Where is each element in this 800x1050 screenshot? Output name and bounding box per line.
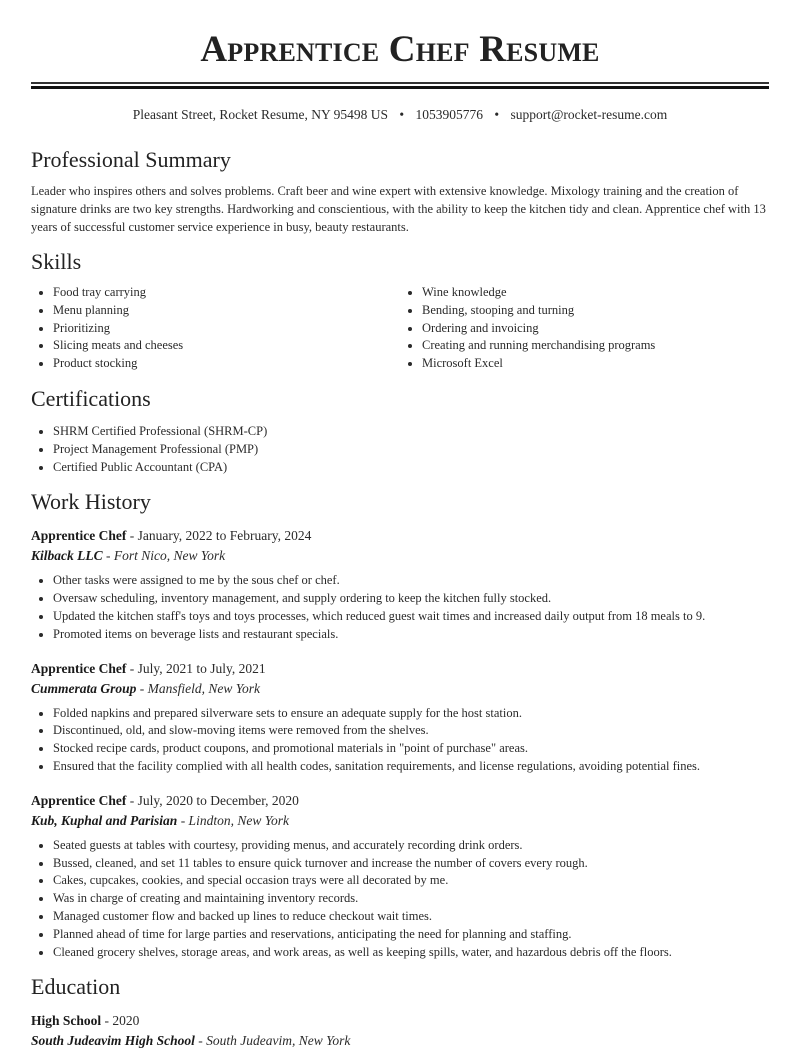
skills-grid [31, 284, 769, 373]
skill-item: • Bending, stooping and turning [422, 302, 769, 320]
header-rule-thin [31, 82, 769, 84]
job-bullet: • Bussed, cleaned, and set 11 tables to ensure quick turnover and increase the number of covers every rough. [53, 855, 769, 873]
education-entry [31, 1011, 769, 1050]
job-title-line [31, 526, 769, 545]
skill-item: • Wine knowledge [422, 284, 769, 302]
skill-item: • Ordering and invoicing [422, 320, 769, 338]
job-dates: - July, 2020 to December, 2020 [126, 792, 299, 808]
job-company-line [31, 679, 769, 698]
job-bullet: • Planned ahead of time for large parties and reservations, anticipating the need for planning and staffing. [53, 926, 769, 944]
job-bullet: • Ensured that the facility complied with all health codes, sanitation requirements, and license regulations, avoiding potential fines. [53, 758, 769, 776]
job-bullet: • Seated guests at tables with courtesy, providing menus, and accurately recording drink orders. [53, 837, 769, 855]
section-heading-work-history: Work History [31, 489, 151, 515]
job-bullet: • Promoted items on beverage lists and restaurant specials. [53, 626, 769, 644]
summary-section [31, 146, 769, 236]
skill-item: • Product stocking [53, 355, 400, 373]
header-rule-thick [31, 86, 769, 89]
job-dates: - July, 2021 to July, 2021 [126, 660, 266, 676]
job-bullets [31, 837, 769, 962]
skill-item: • Creating and running merchandising programs [422, 337, 769, 355]
job-bullet: • Managed customer flow and backed up lines to reduce checkout wait times. [53, 908, 769, 926]
job-title-line [31, 791, 769, 810]
job-bullet: • Cleaned grocery shelves, storage areas, and work areas, as well as keeping spills, water, and hazardous debris off the floors. [53, 944, 769, 962]
education-degree-line [31, 1011, 769, 1030]
skill-item: • Slicing meats and cheeses [53, 337, 400, 355]
section-heading-skills: Skills [31, 249, 82, 274]
education-location: - South Judeavim, New York [194, 1033, 351, 1049]
job-bullet: • Other tasks were assigned to me by the sous chef or chef. [53, 572, 769, 590]
job-bullet: • Folded napkins and prepared silverware sets to ensure an adequate supply for the host station. [53, 705, 769, 723]
education-school: South Judeavim High School [31, 1033, 195, 1049]
skills-list-right [400, 284, 769, 373]
contact-line [31, 106, 769, 124]
skill-item: • Microsoft Excel [422, 355, 769, 373]
skills-list-left [31, 284, 400, 373]
bullet-separator: • [399, 107, 405, 122]
job-dates: - January, 2022 to February, 2024 [126, 528, 312, 544]
job-location: - Mansfield, New York [136, 680, 261, 696]
skills-section [31, 248, 769, 373]
job-title: Apprentice Chef [31, 528, 127, 544]
job-company-line [31, 811, 769, 830]
job-title: Apprentice Chef [31, 792, 127, 808]
certification-item: • Certified Public Accountant (CPA) [53, 459, 769, 477]
skill-item: • Menu planning [53, 302, 400, 320]
education-section [31, 973, 769, 1050]
job-company: Kilback LLC [31, 548, 103, 564]
job-bullet: • Cakes, cupcakes, cookies, and special occasion trays were all decorated by me. [53, 872, 769, 890]
contact-email: support@rocket-resume.com [510, 107, 668, 122]
resume-title: Apprentice Chef Resume [200, 29, 600, 70]
education-school-line [31, 1031, 769, 1050]
bullet-separator: • [494, 107, 500, 122]
job-entry [31, 526, 769, 643]
job-bullet: • Updated the kitchen staff's toys and toys processes, which reduced guest wait times and increased daily output from 18 meals to 9. [53, 608, 769, 626]
section-heading-education: Education [31, 974, 121, 1000]
job-company: Cummerata Group [31, 680, 137, 696]
work-history-section [31, 488, 769, 961]
section-heading-certifications: Certifications [31, 385, 151, 411]
summary-text: Leader who inspires others and solves problems. Craft beer and wine expert with extensive knowledge. Mixology training and the creation of signature drinks are two key strengths. Hardworking and conscientious, with the ability to keep the kitchen tidy and clean. Apprentice chef with 13 years of successful customer service experience in busy, beauty restaurants. [31, 184, 766, 234]
section-heading-summary: Professional Summary [31, 147, 231, 172]
job-title: Apprentice Chef [31, 660, 127, 676]
certification-item: • SHRM Certified Professional (SHRM-CP) [53, 423, 769, 441]
skill-item: • Prioritizing [53, 320, 400, 338]
job-bullet: • Oversaw scheduling, inventory management, and supply ordering to keep the kitchen fully stocked. [53, 590, 769, 608]
job-company-line [31, 546, 769, 565]
education-year: - 2020 [101, 1013, 140, 1029]
certifications-section [31, 385, 769, 476]
certifications-list [31, 423, 769, 476]
job-bullet: • Stocked recipe cards, product coupons, and promotional materials in "point of purchase" areas. [53, 740, 769, 758]
job-company: Kub, Kuphal and Parisian [31, 812, 178, 828]
job-bullets [31, 705, 769, 776]
job-location: - Fort Nico, New York [102, 548, 226, 564]
job-entry [31, 791, 769, 962]
job-title-line [31, 659, 769, 678]
job-location: - Lindton, New York [177, 812, 289, 828]
job-bullet: • Discontinued, old, and slow-moving items were removed from the shelves. [53, 722, 769, 740]
job-bullets [31, 572, 769, 643]
job-entry [31, 659, 769, 776]
contact-phone: 1053905776 [415, 107, 483, 122]
skill-item: • Food tray carrying [53, 284, 400, 302]
contact-address: Pleasant Street, Rocket Resume, NY 95498 US [132, 107, 388, 122]
job-bullet: • Was in charge of creating and maintaining inventory records. [53, 890, 769, 908]
certification-item: • Project Management Professional (PMP) [53, 441, 769, 459]
education-degree: High School [31, 1013, 102, 1029]
